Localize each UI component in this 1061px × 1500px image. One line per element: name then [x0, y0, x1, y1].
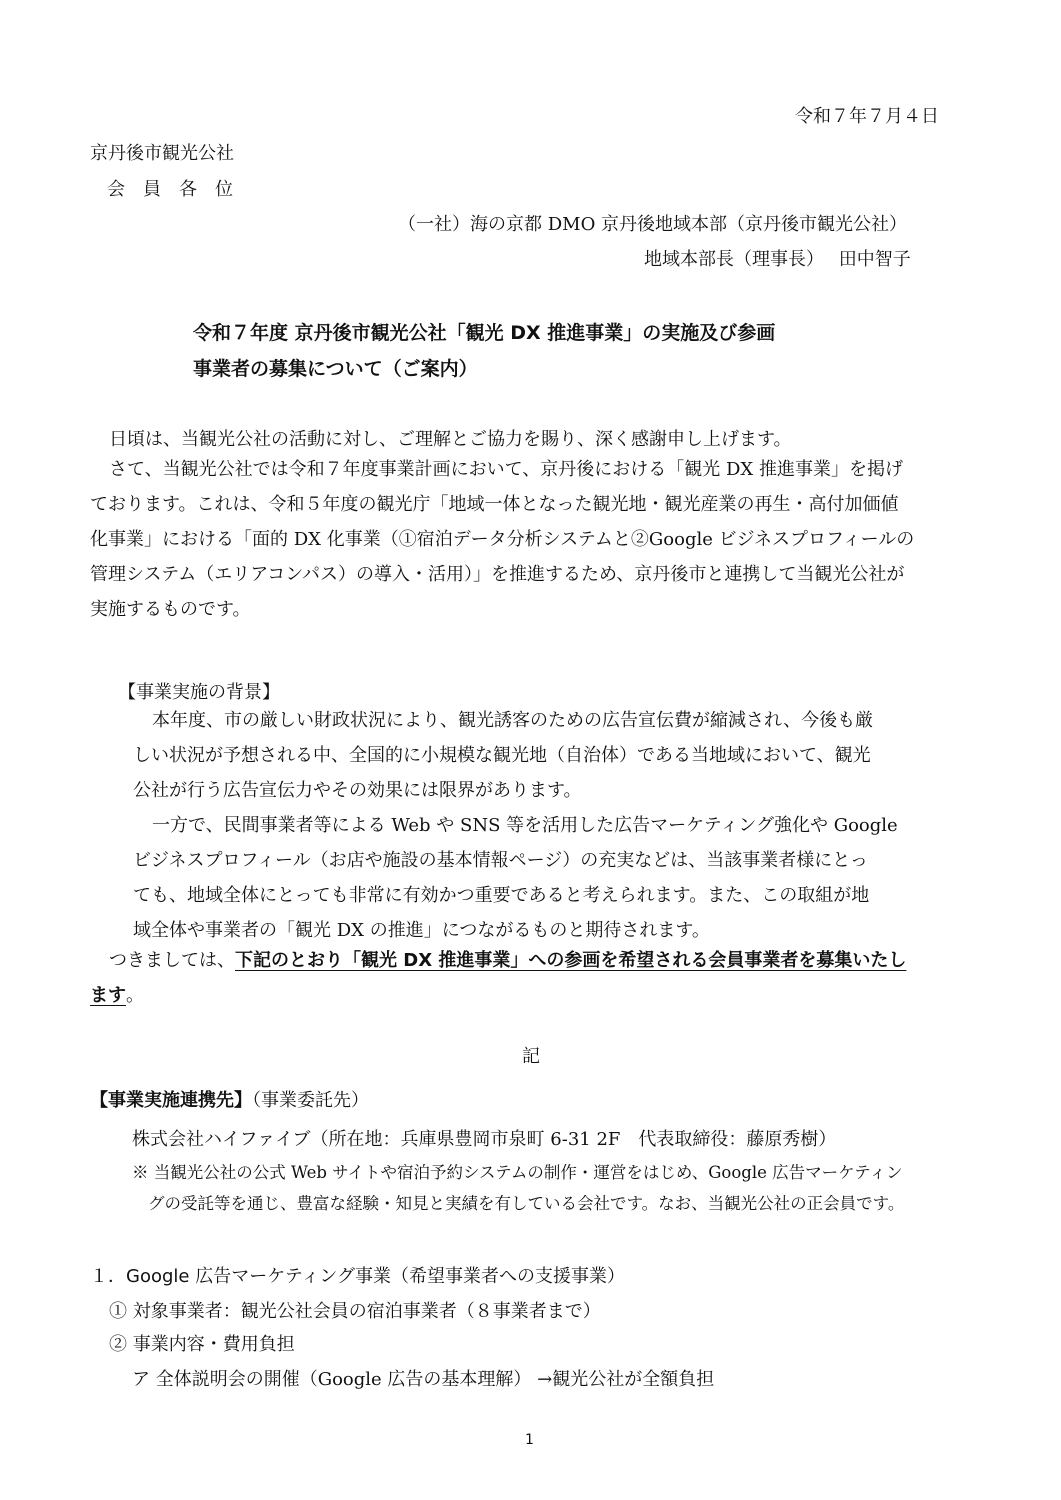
invitation-underlined-text: 下記のとおり「観光 DX 推進事業」への参画を希望される会員事業者を募集いたし [235, 950, 907, 971]
recipient-members: 会 員 各 位 [107, 179, 233, 200]
background-line: 本年度、市の厳しい財政状況により、観光誘客のための広告宣伝費が縮減され、今後も厳 [152, 710, 874, 731]
section1-item2a: ア 全体説明会の開催（Google 広告の基本理解） →観光公社が全額負担 [132, 1369, 715, 1390]
partner-heading-rest: （事業委託先） [252, 1090, 369, 1111]
background-line: ビジネスプロフィール（お店や施設の基本情報ページ）の充実などは、当該事業者様にとっ [133, 850, 868, 871]
background-line: 公社が行う広告宣伝力やその効果には限界があります。 [133, 780, 582, 801]
sender-org: （一社）海の京都 DMO 京丹後地域本部（京丹後市観光公社） [398, 214, 908, 235]
partner-company: 株式会社ハイファイブ（所在地：兵庫県豊岡市泉町 6-31 2F 代表取締役：藤原秀樹） [132, 1129, 837, 1150]
background-line: ても、地域全体にとっても非常に有効かつ重要であると考えられます。また、この取組が地 [133, 885, 870, 906]
partner-note-line2: グの受託等を通じ、豊富な経験・知見と実績を有している会社です。なお、当観光公社の正会員です。 [148, 1194, 905, 1213]
document-date: 令和７年７月４日 [795, 106, 939, 127]
document-title-line1: 令和７年度 京丹後市観光公社「観光 DX 推進事業」の実施及び参画 [193, 322, 776, 344]
background-paragraph [133, 703, 898, 948]
recipient-org: 京丹後市観光公社 [90, 143, 234, 164]
intro-line: 化事業」における「面的 DX 化事業（①宿泊データ分析システムと②Google ビジネスプロフィールの [90, 529, 915, 550]
invitation-suffix: 。 [126, 985, 144, 1006]
background-line: しい状況が予想される中、全国的に小規模な観光地（自治体）である当地域において、観光 [133, 745, 871, 766]
invitation-prefix: つきましては、 [109, 950, 235, 971]
section1-item2: ② 事業内容・費用負担 [109, 1334, 295, 1355]
partner-heading [90, 1086, 369, 1112]
invitation-underlined-text: ます [90, 985, 126, 1006]
invitation-paragraph [90, 943, 906, 1013]
background-line: 一方で、民間事業者等による Web や SNS 等を活用した広告マーケティング強化や Google [152, 815, 898, 836]
intro-line: 実施するものです。 [90, 599, 251, 620]
section1-item1: ① 対象事業者：観光公社会員の宿泊事業者（８事業者まで） [109, 1301, 601, 1322]
section1-heading: １．Google 広告マーケティング事業（希望事業者への支援事業） [90, 1266, 626, 1287]
background-line: 域全体や事業者の「観光 DX の推進」につながるものと期待されます。 [133, 920, 710, 941]
background-heading: 【事業実施の背景】 [118, 682, 280, 703]
intro-line: さて、当観光公社では令和７年度事業計画において、京丹後における「観光 DX 推進事業」を掲げ [109, 459, 903, 480]
sender-person: 地域本部長（理事長） 田中智子 [644, 249, 911, 270]
intro-line: 管理システム（エリアコンパス）の導入・活用）」を推進するため、京丹後市と連携して当観光公社が [90, 564, 905, 585]
document-title-line2: 事業者の募集について（ご案内） [193, 358, 478, 380]
intro-paragraph [90, 452, 914, 627]
page-number: 1 [525, 1432, 534, 1448]
intro-line: ております。これは、令和５年度の観光庁「地域一体となった観光地・観光産業の再生・高付加価値 [90, 494, 899, 515]
greeting-paragraph: 日頃は、当観光公社の活動に対し、ご理解とご協力を賜り、深く感謝申し上げます。 [109, 429, 792, 450]
ki-marker: 記 [522, 1046, 540, 1067]
partner-heading-bold: 【事業実施連携先】 [90, 1090, 252, 1111]
partner-note-line1: ※ 当観光公社の公式 Web サイトや宿泊予約システムの制作・運営をはじめ、Google 広告マーケティン [132, 1163, 903, 1182]
